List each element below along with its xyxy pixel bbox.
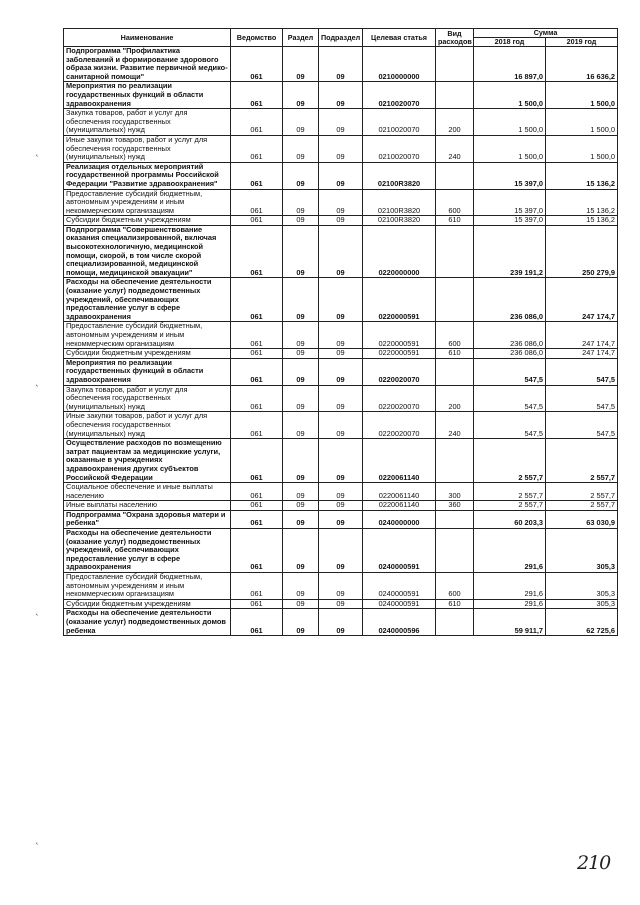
row-target-article-cell: 0240000596 xyxy=(363,609,436,636)
page-number: 210 xyxy=(577,852,611,874)
row-vedomstvo-cell: 061 xyxy=(231,609,283,636)
row-target-article-cell: 02100R3820 xyxy=(363,162,436,189)
row-name-cell: Расходы на обеспечение деятельности (оказание услуг) подведомственных учреждений, обеспечивающих предоставление услуг в сфере здравоохранения xyxy=(64,278,231,322)
row-sum-2019-cell: 63 030,9 xyxy=(546,510,618,528)
row-sum-2018-cell: 15 397,0 xyxy=(474,162,546,189)
row-target-article-cell: 0210020070 xyxy=(363,109,436,136)
row-podrazdel-cell: 09 xyxy=(319,278,363,322)
row-razdel-cell: 09 xyxy=(283,609,319,636)
row-sum-2019-cell: 15 136,2 xyxy=(546,162,618,189)
row-sum-2018-cell: 60 203,3 xyxy=(474,510,546,528)
row-expense-type-cell: 300 xyxy=(436,483,474,501)
budget-sheet xyxy=(63,28,617,636)
row-expense-type-cell xyxy=(436,510,474,528)
row-razdel-cell: 09 xyxy=(283,510,319,528)
table-body xyxy=(64,47,618,636)
row-sum-2018-cell: 291,6 xyxy=(474,599,546,609)
row-podrazdel-cell: 09 xyxy=(319,358,363,385)
row-sum-2019-cell: 547,5 xyxy=(546,385,618,412)
row-razdel-cell: 09 xyxy=(283,216,319,226)
header-target-article: Целевая статья xyxy=(363,29,436,47)
row-podrazdel-cell: 09 xyxy=(319,599,363,609)
row-target-article-cell: 0220061140 xyxy=(363,483,436,501)
row-name-cell: Мероприятия по реализации государственных функций в области здравоохранения xyxy=(64,82,231,109)
row-vedomstvo-cell: 061 xyxy=(231,135,283,162)
row-vedomstvo-cell: 061 xyxy=(231,278,283,322)
row-vedomstvo-cell: 061 xyxy=(231,358,283,385)
row-expense-type-cell: 600 xyxy=(436,189,474,216)
row-name-cell: Закупка товаров, работ и услуг для обеспечения государственных (муниципальных) нужд xyxy=(64,109,231,136)
table-row xyxy=(64,322,618,349)
row-sum-2019-cell: 547,5 xyxy=(546,412,618,439)
row-sum-2019-cell: 1 500,0 xyxy=(546,109,618,136)
row-razdel-cell: 09 xyxy=(283,47,319,82)
row-target-article-cell: 0210020070 xyxy=(363,82,436,109)
row-vedomstvo-cell: 061 xyxy=(231,322,283,349)
row-sum-2019-cell: 16 636,2 xyxy=(546,47,618,82)
row-razdel-cell: 09 xyxy=(283,358,319,385)
row-name-cell: Подпрограмма "Охрана здоровья матери и ребенка" xyxy=(64,510,231,528)
row-sum-2018-cell: 59 911,7 xyxy=(474,609,546,636)
row-sum-2019-cell: 250 279,9 xyxy=(546,225,618,278)
row-sum-2019-cell: 305,3 xyxy=(546,599,618,609)
row-sum-2018-cell: 291,6 xyxy=(474,573,546,600)
row-vedomstvo-cell: 061 xyxy=(231,225,283,278)
table-row xyxy=(64,358,618,385)
row-name-cell: Предоставление субсидий бюджетным, автономным учреждениям и иным некоммерческим организациям xyxy=(64,573,231,600)
header-vedomstvo: Ведомство xyxy=(231,29,283,47)
row-name-cell: Субсидии бюджетным учреждениям xyxy=(64,349,231,359)
row-target-article-cell: 0220000591 xyxy=(363,322,436,349)
table-row xyxy=(64,216,618,226)
row-vedomstvo-cell: 061 xyxy=(231,599,283,609)
table-row xyxy=(64,225,618,278)
row-expense-type-cell: 610 xyxy=(436,599,474,609)
row-sum-2018-cell: 236 086,0 xyxy=(474,322,546,349)
row-vedomstvo-cell: 061 xyxy=(231,412,283,439)
margin-mark: ` xyxy=(35,385,40,395)
row-vedomstvo-cell: 061 xyxy=(231,162,283,189)
row-expense-type-cell: 610 xyxy=(436,349,474,359)
row-sum-2018-cell: 15 397,0 xyxy=(474,216,546,226)
header-year-2018: 2018 год xyxy=(474,38,546,47)
row-razdel-cell: 09 xyxy=(283,189,319,216)
row-sum-2018-cell: 2 557,7 xyxy=(474,501,546,511)
table-row xyxy=(64,599,618,609)
row-sum-2019-cell: 62 725,6 xyxy=(546,609,618,636)
row-sum-2018-cell: 547,5 xyxy=(474,358,546,385)
table-row xyxy=(64,483,618,501)
row-razdel-cell: 09 xyxy=(283,225,319,278)
row-target-article-cell: 02100R3820 xyxy=(363,216,436,226)
row-sum-2018-cell: 239 191,2 xyxy=(474,225,546,278)
row-podrazdel-cell: 09 xyxy=(319,135,363,162)
margin-mark: ` xyxy=(35,843,40,853)
row-vedomstvo-cell: 061 xyxy=(231,501,283,511)
row-podrazdel-cell: 09 xyxy=(319,225,363,278)
row-sum-2018-cell: 1 500,0 xyxy=(474,82,546,109)
row-name-cell: Реализация отдельных мероприятий государственной программы Российской Федерации "Развитие здравоохранения" xyxy=(64,162,231,189)
row-sum-2019-cell: 15 136,2 xyxy=(546,189,618,216)
row-sum-2019-cell: 247 174,7 xyxy=(546,322,618,349)
row-sum-2019-cell: 2 557,7 xyxy=(546,501,618,511)
row-sum-2019-cell: 2 557,7 xyxy=(546,439,618,483)
table-row xyxy=(64,82,618,109)
row-expense-type-cell xyxy=(436,162,474,189)
row-expense-type-cell: 200 xyxy=(436,385,474,412)
table-row xyxy=(64,47,618,82)
row-name-cell: Закупка товаров, работ и услуг для обеспечения государственных (муниципальных) нужд xyxy=(64,385,231,412)
row-name-cell: Подпрограмма "Совершенствование оказания специализированной, включая высокотехнологичную, медицинской помощи, скорой, в том числе скорой специализированной, медицинской помощи, медицинской эвакуации" xyxy=(64,225,231,278)
row-sum-2019-cell: 247 174,7 xyxy=(546,278,618,322)
row-sum-2019-cell: 305,3 xyxy=(546,529,618,573)
row-podrazdel-cell: 09 xyxy=(319,349,363,359)
row-vedomstvo-cell: 061 xyxy=(231,82,283,109)
row-expense-type-cell xyxy=(436,225,474,278)
row-sum-2018-cell: 291,6 xyxy=(474,529,546,573)
row-razdel-cell: 09 xyxy=(283,412,319,439)
row-podrazdel-cell: 09 xyxy=(319,47,363,82)
header-razdel: Раздел xyxy=(283,29,319,47)
row-target-article-cell: 0220000591 xyxy=(363,349,436,359)
row-expense-type-cell xyxy=(436,47,474,82)
row-podrazdel-cell: 09 xyxy=(319,529,363,573)
row-name-cell: Субсидии бюджетным учреждениям xyxy=(64,216,231,226)
row-vedomstvo-cell: 061 xyxy=(231,439,283,483)
row-expense-type-cell xyxy=(436,439,474,483)
row-razdel-cell: 09 xyxy=(283,135,319,162)
row-sum-2019-cell: 1 500,0 xyxy=(546,82,618,109)
table-row xyxy=(64,412,618,439)
row-name-cell: Предоставление субсидий бюджетным, автономным учреждениям и иным некоммерческим организациям xyxy=(64,322,231,349)
margin-mark: ` xyxy=(35,155,40,165)
row-target-article-cell: 0210000000 xyxy=(363,47,436,82)
row-razdel-cell: 09 xyxy=(283,385,319,412)
row-razdel-cell: 09 xyxy=(283,501,319,511)
row-podrazdel-cell: 09 xyxy=(319,573,363,600)
row-target-article-cell: 0220020070 xyxy=(363,358,436,385)
row-razdel-cell: 09 xyxy=(283,599,319,609)
row-expense-type-cell xyxy=(436,278,474,322)
table-row xyxy=(64,135,618,162)
row-sum-2018-cell: 15 397,0 xyxy=(474,189,546,216)
row-target-article-cell: 02100R3820 xyxy=(363,189,436,216)
header-name: Наименование xyxy=(64,29,231,47)
row-sum-2018-cell: 1 500,0 xyxy=(474,109,546,136)
table-row xyxy=(64,349,618,359)
table-row xyxy=(64,439,618,483)
row-name-cell: Расходы на обеспечение деятельности (оказание услуг) подведомственных учреждений, обеспечивающих предоставление услуг в сфере здравоохранения xyxy=(64,529,231,573)
row-name-cell: Предоставление субсидий бюджетным, автономным учреждениям и иным некоммерческим организациям xyxy=(64,189,231,216)
row-name-cell: Расходы на обеспечение деятельности (оказание услуг) подведомственных домов ребенка xyxy=(64,609,231,636)
header-sum: Сумма xyxy=(474,29,618,38)
row-name-cell: Социальное обеспечение и иные выплаты населению xyxy=(64,483,231,501)
row-expense-type-cell xyxy=(436,82,474,109)
row-vedomstvo-cell: 061 xyxy=(231,109,283,136)
row-target-article-cell: 0220020070 xyxy=(363,385,436,412)
table-row xyxy=(64,109,618,136)
row-name-cell: Иные выплаты населению xyxy=(64,501,231,511)
row-sum-2018-cell: 1 500,0 xyxy=(474,135,546,162)
row-name-cell: Подпрограмма "Профилактика заболеваний и формирование здорового образа жизни. Развитие первичной медико-санитарной помощи" xyxy=(64,47,231,82)
row-sum-2018-cell: 547,5 xyxy=(474,412,546,439)
row-podrazdel-cell: 09 xyxy=(319,609,363,636)
header-expense-type: Вид расходов xyxy=(436,29,474,47)
header-podrazdel: Подраздел xyxy=(319,29,363,47)
row-sum-2018-cell: 547,5 xyxy=(474,385,546,412)
row-expense-type-cell: 610 xyxy=(436,216,474,226)
row-expense-type-cell xyxy=(436,358,474,385)
table-header xyxy=(64,29,618,47)
row-target-article-cell: 0220061140 xyxy=(363,501,436,511)
row-expense-type-cell xyxy=(436,529,474,573)
row-vedomstvo-cell: 061 xyxy=(231,47,283,82)
table-row xyxy=(64,529,618,573)
margin-mark: ` xyxy=(35,614,40,624)
row-podrazdel-cell: 09 xyxy=(319,322,363,349)
row-sum-2019-cell: 305,3 xyxy=(546,573,618,600)
row-razdel-cell: 09 xyxy=(283,483,319,501)
row-sum-2019-cell: 1 500,0 xyxy=(546,135,618,162)
row-razdel-cell: 09 xyxy=(283,529,319,573)
table-row xyxy=(64,573,618,600)
row-razdel-cell: 09 xyxy=(283,349,319,359)
row-vedomstvo-cell: 061 xyxy=(231,529,283,573)
row-target-article-cell: 0220000000 xyxy=(363,225,436,278)
row-razdel-cell: 09 xyxy=(283,573,319,600)
row-name-cell: Мероприятия по реализации государственных функций в области здравоохранения xyxy=(64,358,231,385)
row-target-article-cell: 0220020070 xyxy=(363,412,436,439)
header-year-2019: 2019 год xyxy=(546,38,618,47)
table-row xyxy=(64,278,618,322)
table-row xyxy=(64,501,618,511)
row-podrazdel-cell: 09 xyxy=(319,162,363,189)
row-podrazdel-cell: 09 xyxy=(319,483,363,501)
row-sum-2018-cell: 236 086,0 xyxy=(474,278,546,322)
row-name-cell: Осуществление расходов по возмещению затрат пациентам за медицинские услуги, оказанные в учреждениях здравоохранения других субъектов Российской Федерации xyxy=(64,439,231,483)
row-vedomstvo-cell: 061 xyxy=(231,573,283,600)
row-razdel-cell: 09 xyxy=(283,322,319,349)
row-vedomstvo-cell: 061 xyxy=(231,385,283,412)
row-target-article-cell: 0240000591 xyxy=(363,599,436,609)
row-vedomstvo-cell: 061 xyxy=(231,349,283,359)
row-expense-type-cell: 600 xyxy=(436,322,474,349)
row-expense-type-cell xyxy=(436,609,474,636)
row-sum-2019-cell: 547,5 xyxy=(546,358,618,385)
row-podrazdel-cell: 09 xyxy=(319,510,363,528)
table-row xyxy=(64,385,618,412)
row-name-cell: Субсидии бюджетным учреждениям xyxy=(64,599,231,609)
row-sum-2019-cell: 2 557,7 xyxy=(546,483,618,501)
row-vedomstvo-cell: 061 xyxy=(231,483,283,501)
table-row xyxy=(64,510,618,528)
row-vedomstvo-cell: 061 xyxy=(231,189,283,216)
row-podrazdel-cell: 09 xyxy=(319,216,363,226)
row-razdel-cell: 09 xyxy=(283,278,319,322)
row-target-article-cell: 0240000591 xyxy=(363,529,436,573)
row-vedomstvo-cell: 061 xyxy=(231,510,283,528)
row-name-cell: Иные закупки товаров, работ и услуг для обеспечения государственных (муниципальных) нужд xyxy=(64,412,231,439)
row-target-article-cell: 0210020070 xyxy=(363,135,436,162)
row-sum-2019-cell: 247 174,7 xyxy=(546,349,618,359)
row-razdel-cell: 09 xyxy=(283,162,319,189)
row-podrazdel-cell: 09 xyxy=(319,385,363,412)
table-row xyxy=(64,189,618,216)
row-podrazdel-cell: 09 xyxy=(319,501,363,511)
row-target-article-cell: 0240000591 xyxy=(363,573,436,600)
row-sum-2018-cell: 16 897,0 xyxy=(474,47,546,82)
row-target-article-cell: 0240000000 xyxy=(363,510,436,528)
row-name-cell: Иные закупки товаров, работ и услуг для обеспечения государственных (муниципальных) нужд xyxy=(64,135,231,162)
row-sum-2018-cell: 2 557,7 xyxy=(474,483,546,501)
row-razdel-cell: 09 xyxy=(283,439,319,483)
row-expense-type-cell: 200 xyxy=(436,109,474,136)
row-expense-type-cell: 600 xyxy=(436,573,474,600)
row-podrazdel-cell: 09 xyxy=(319,189,363,216)
table-row xyxy=(64,162,618,189)
row-target-article-cell: 0220061140 xyxy=(363,439,436,483)
row-podrazdel-cell: 09 xyxy=(319,412,363,439)
row-target-article-cell: 0220000591 xyxy=(363,278,436,322)
row-expense-type-cell: 240 xyxy=(436,412,474,439)
row-sum-2018-cell: 236 086,0 xyxy=(474,349,546,359)
row-sum-2018-cell: 2 557,7 xyxy=(474,439,546,483)
budget-table xyxy=(63,28,618,636)
row-podrazdel-cell: 09 xyxy=(319,82,363,109)
row-razdel-cell: 09 xyxy=(283,82,319,109)
row-podrazdel-cell: 09 xyxy=(319,439,363,483)
table-row xyxy=(64,609,618,636)
row-expense-type-cell: 240 xyxy=(436,135,474,162)
row-podrazdel-cell: 09 xyxy=(319,109,363,136)
row-expense-type-cell: 360 xyxy=(436,501,474,511)
row-sum-2019-cell: 15 136,2 xyxy=(546,216,618,226)
row-razdel-cell: 09 xyxy=(283,109,319,136)
row-vedomstvo-cell: 061 xyxy=(231,216,283,226)
